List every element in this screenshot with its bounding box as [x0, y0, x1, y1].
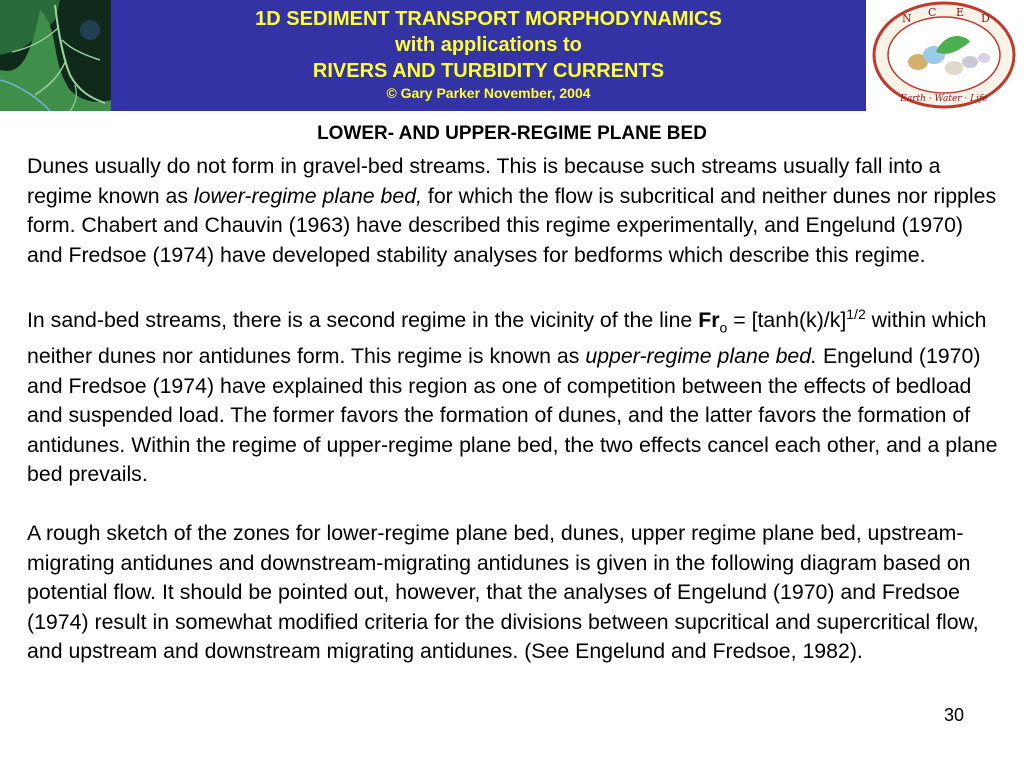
slide-header	[0, 0, 1024, 111]
paragraph-3	[27, 519, 1002, 667]
course-title-line1: 1D SEDIMENT TRANSPORT MORPHODYNAMICS	[255, 8, 722, 30]
course-title-line2: with applications to	[395, 34, 582, 56]
froude-subscript: o	[719, 318, 728, 335]
p2-text-c: Engelund (1970) and Fredsoe (1974) have explained this region as one of competition between the effects of bedload and suspended load. The former favors the formation of dunes, and the latter favors the formation of antidunes. Within the regime of upper-regime plane bed, the two effects cancel each other, and a plane bed prevails.	[27, 344, 998, 487]
p1-text-b: for which the flow is subcritical and neither dunes nor ripples form. Chabert and Chauvin (1963) have described this regime experimentally, and Engelund (1970) and Fredsoe (1974) have developed stability analyses for bedforms which describe this regime.	[27, 183, 997, 267]
copyright-line: © Gary Parker November, 2004	[386, 85, 591, 101]
course-title-line3: RIVERS AND TURBIDITY CURRENTS	[312, 60, 665, 82]
p2-text-b: within which neither dunes nor antidunes form. This regime is known as	[27, 307, 987, 369]
p3-text: A rough sketch of the zones for lower-regime plane bed, dunes, upper regime plane bed, upstream-migrating antidunes and downstream-migrating antidunes is given in the following diagram based on potential flow. It should be pointed out, however, that the analyses of Engelund (1970) and Fredsoe (1974) result in somewhat modified criteria for the divisions between supcritical and supercritical flow, and upstream and downstream migrating antidunes. (See Engelund and Fredsoe, 1982).	[27, 521, 979, 664]
froude-symbol: Fr	[698, 307, 720, 332]
logo-letter-e: E	[956, 6, 965, 19]
page-number: 30	[943, 705, 965, 725]
p1-text-a: Dunes usually do not form in gravel-bed streams. This is because such streams usually fall into a regime known as	[27, 154, 941, 208]
paragraph-1	[27, 152, 1002, 270]
p2-text-a: In sand-bed streams, there is a second regime in the vicinity of the line	[27, 307, 699, 332]
logo-letter-n: N	[902, 12, 912, 25]
logo-letter-c: C	[928, 6, 937, 19]
course-title-box	[111, 0, 866, 111]
delta-satellite-image	[0, 0, 111, 111]
p2-formula: = [tanh(k)/k]	[727, 307, 847, 332]
paragraph-gap	[27, 490, 1002, 520]
p2-term-upper-regime: upper-regime plane bed.	[585, 344, 818, 369]
formula-exponent: 1/2	[846, 305, 866, 322]
paragraph-gap	[27, 270, 1002, 300]
slide-body	[27, 152, 1002, 667]
p1-term-lower-regime: lower-regime plane bed,	[193, 183, 422, 208]
logo-letter-d: D	[981, 12, 990, 25]
paragraph-2	[27, 300, 1002, 490]
nced-logo	[866, 0, 1024, 111]
slide-heading: LOWER- AND UPPER-REGIME PLANE BED	[317, 123, 707, 144]
delta-satellite-graphic	[0, 0, 111, 111]
nced-logo-graphic	[866, 0, 1024, 111]
logo-tagline: Earth · Water · Life	[900, 94, 988, 104]
